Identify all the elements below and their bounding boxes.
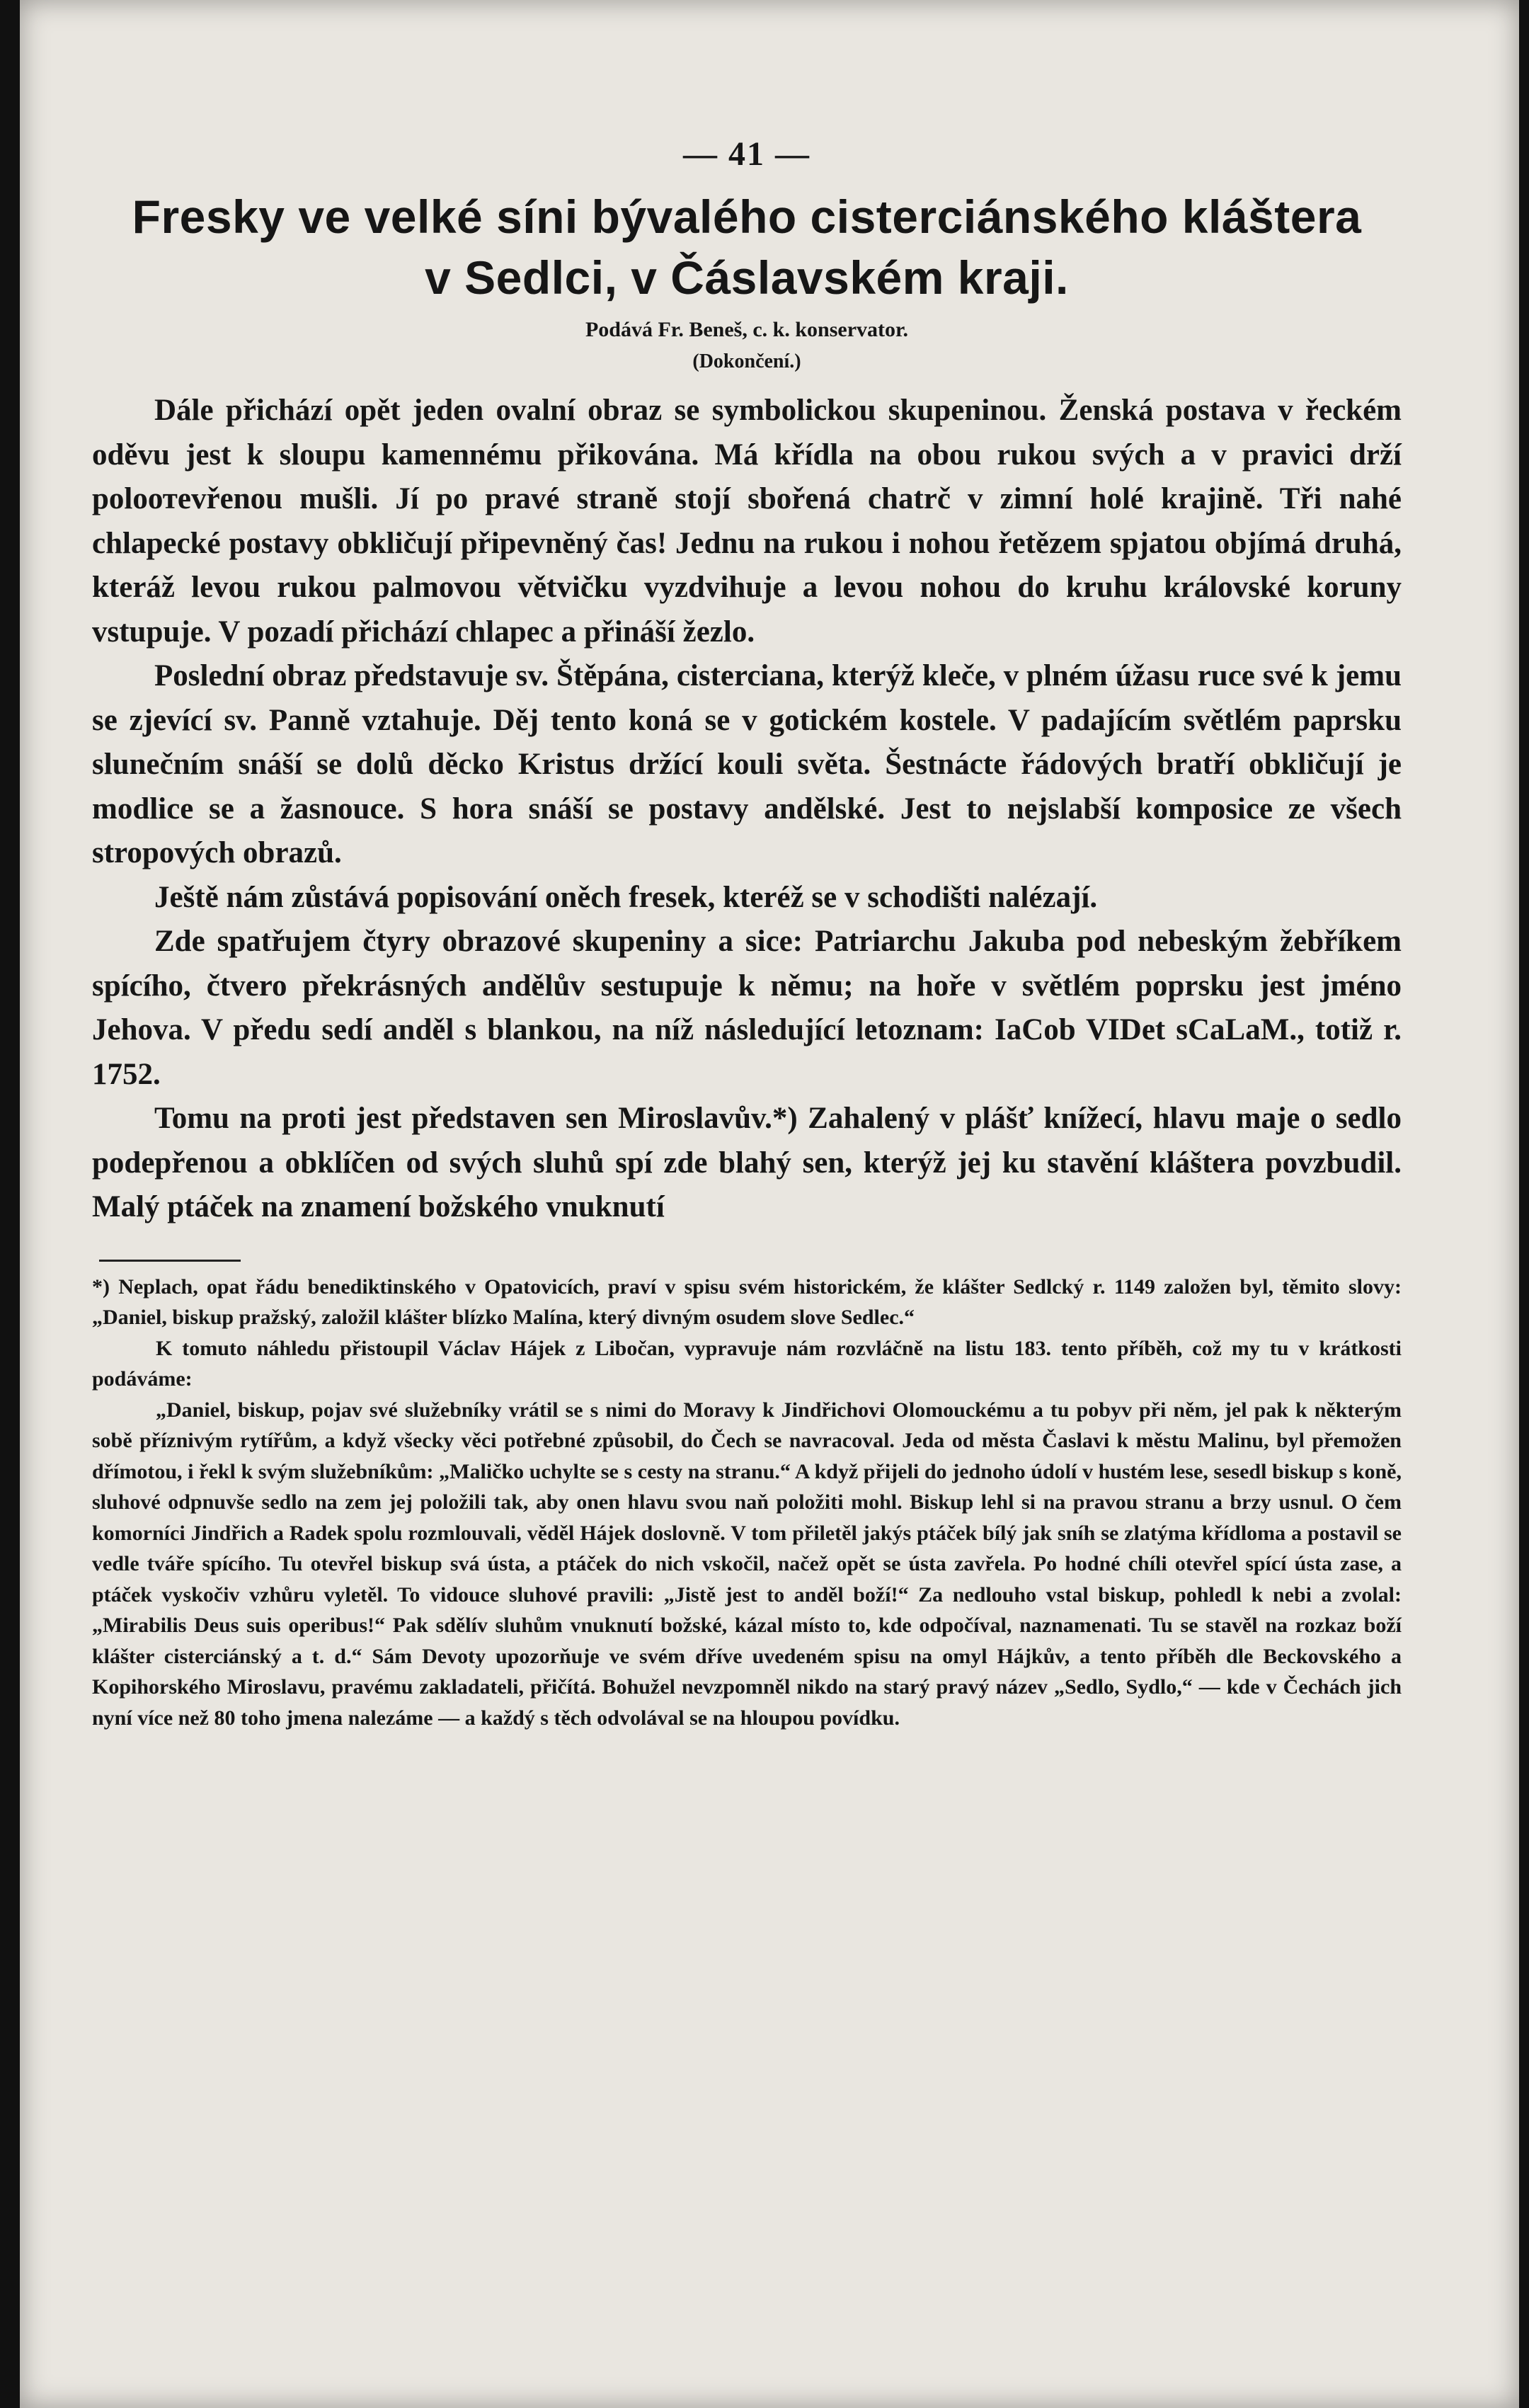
body-paragraph: Ještě nám zůstává popisování oněch fresek, kteréž se v schodišti nalézají.: [154, 880, 1098, 914]
footnote: K tomuto náhledu přistoupil Václav Hájek z Libočan, vypravuje nám rozvláčně na listu 183. tento příběh, což my tu v krátkosti podáváme:: [92, 1336, 1402, 1391]
author-byline: Podává Fr. Beneš, c. k. konservator.: [585, 318, 909, 341]
page-number: — 41 —: [683, 135, 811, 173]
article-title-line-2: v Sedlci, v Čáslavském kraji.: [425, 251, 1069, 304]
article-title-line-1: Fresky ve velké síni bývalého cisterciánského kláštera: [132, 190, 1362, 243]
body-paragraph: Zde spatřujem čtyry obrazové skupeniny a sice: Patriarchu Jakuba pod nebeským žebříkem spícího, čtvero překrásných andělův sestupuje k němu; na hoře v světlém poprsku jest jméno Jehova. V předu sedí anděl s blankou, na níž následující letoznam: IaCob VIDet sCaLaM., totiž r. 1752.: [92, 925, 1402, 1091]
continuation-note: (Dokončení.): [692, 350, 801, 372]
footnote: „Daniel, biskup, pojav své služebníky vrátil se s nimi do Moravy k Jindřichovi Olomouckému a tu pobyv při něm, jel pak k některým sobě příznivým rytířům, a když všecky věci potřebné způsobil, do Čech se navracoval. Jeda od města Časlavi k městu Malinu, byl přemožen dřímotou, i řekl k svým služebníkům: „Maličko uchylte se s cesty na stranu.“ A když přijeli do jednoho údolí v hustém lese, sesedl biskup s koně, sluhové odpnuvše sedlo na zem jej položili tak, aby onen hlavu svou naň položiti mohl. Biskup lehl si na pravou stranu a brzy usnul. O čem komorníci Jindřich a Radek spolu rozmlouvali, věděl Hájek doslovně. V tom přiletěl jakýs ptáček bílý jak sníh se zlatýma křídloma a postavil se vedle tváře spícího. Tu otevřel biskup svá ústa, a ptáček do nich vskočil, načež opět se ústa zavřela. Po hodné chíli otevřel spící ústa zase, a ptáček vyskočiv vzhůru vyletěl. To vidouce sluhové pravili: „Jistě jest to anděl boží!“ Za nedlouho vstal biskup, pohledl k nebi a zvolal: „Mirabilis Deus suis operibus!“ Pak sdělív sluhům vnuknutí božské, kázal místo to, kde odpočíval, naznamenati. Tu se stavěl na rozkaz boží klášter cisterciánský a t. d.“ Sám Devoty upozorňuje ve svém dříve uvedeném spisu na omyl Hájkův, a tento příběh dle Beckovského a Kopihorského Miroslavu, pravému zakladateli, přičítá. Bohužel nevzpomněl nikdo na starý pravý název „Sedlo, Sydlo,“ — kde v Čechách jich nyní více než 80 toho jmena nalezáme — a každý s těch odvolával se na hloupou povídku.: [92, 1398, 1402, 1730]
body-paragraph: Poslední obraz představuje sv. Štěpána, cisterciana, kterýž kleče, v plném úžasu ruce své k jemu se zjevící sv. Panně vztahuje. Děj tento koná se v gotickém kostele. V padajícím světlém paprsku slunečním snáší se dolů děcko Kristus držící kouli světa. Šestnácte řádových bratří obkličují je modlice se a žasnouce. S hora snáší se postavy andělské. Jest to nejslabší komposice ze všech stropových obrazů.: [92, 659, 1402, 869]
body-paragraph: Tomu na proti jest představen sen Miroslavův.*) Zahalený v plášť knížecí, hlavu maje o sedlo podepřenou a obklíčen od svých sluhů spí zde blahý sen, kterýž jej ku stavění kláštera povzbudil. Malý ptáček na znamení božského vnuknutí: [92, 1102, 1402, 1223]
body-paragraph: Dále přichází opět jeden ovalní obraz se symbolickou skupeninou. Ženská postava v řeckém oděvu jest k sloupu kamennému přikována. Má křídla na obou rukou svých a v pravici drží poloотevřenou mušli. Jí po pravé straně stojí sbořená chatrč v zimní holé krajině. Tři nahé chlapecké postavy obkličují připevněný čas! Jednu na rukou i nohou řetězem spjatou objímá druhá, kteráž levou rukou palmovou větvičku vyzdvihuje a levou nohou do kruhu královské koruny vstupuje. V pozadí přichází chlapec a přináší žezlo.: [92, 394, 1402, 649]
footnote: *) Neplach, opat řádu benediktinského v Opatovicích, praví v spisu svém historickém, že klášter Sedlcký r. 1149 založen byl, těmito slovy: „Daniel, biskup pražský, založil klášter blízko Malína, který divným osudem slove Sedlec.“: [92, 1274, 1402, 1329]
page-content: [92, 135, 1402, 1733]
footnote-divider: [99, 1260, 241, 1262]
document-page: [20, 0, 1519, 2408]
